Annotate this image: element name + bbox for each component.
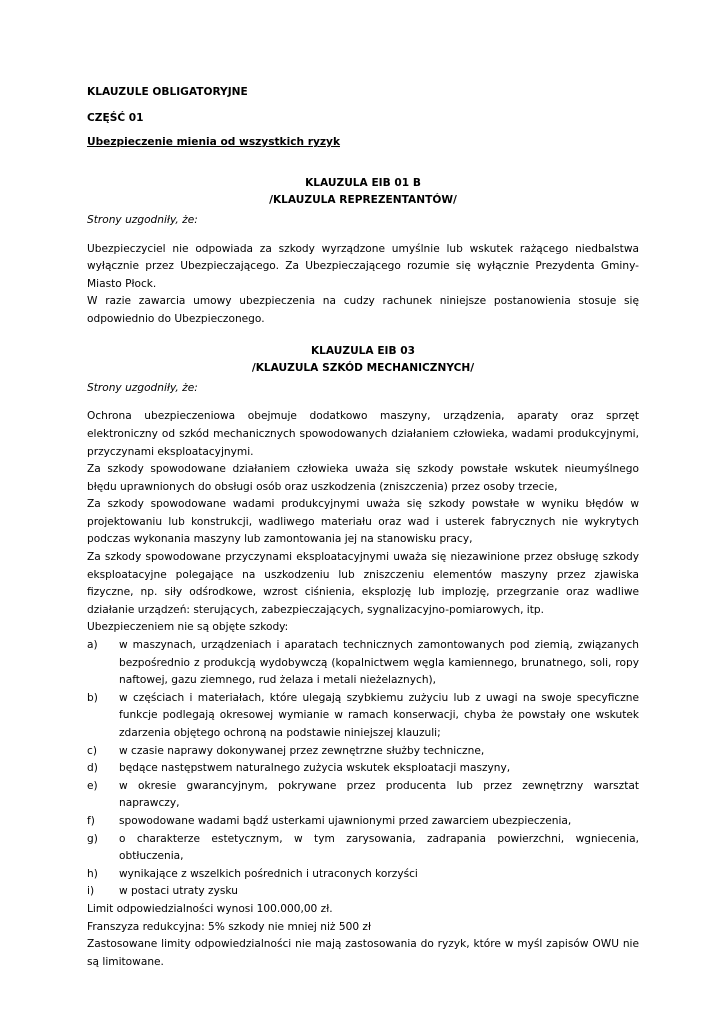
clause-intro: Strony uzgodniły, że: <box>87 381 198 394</box>
list-item-text: w maszynach, urządzeniach i aparatach technicznych zamontowanych pod ziemią, związanych bezpośrednio z produkcją wydobywczą (kopalnictwem węgla kamiennego, brunatnego, soli, ropy naftowej, gazu ziemnego, rud żelaza i metali nieżelaznych), <box>119 639 639 687</box>
document-page <box>87 84 639 971</box>
list-item <box>87 778 639 813</box>
exclusions-list <box>87 637 639 901</box>
franchise-text: Franszyza redukcyjna: 5% szkody nie mniej niż 500 zł <box>87 920 371 933</box>
paragraph: W razie zawarcia umowy ubezpieczenia na cudzy rachunek niniejsze postanowienia stosuje się odpowiednio do Ubezpieczonego. <box>87 295 639 325</box>
list-item-text: w czasie naprawy dokonywanej przez zewnętrzne służby techniczne, <box>119 744 485 757</box>
list-item-label: e) <box>87 779 98 792</box>
paragraph: Za szkody spowodowane przyczynami eksploatacyjnymi uważa się niezawinione przez obsługę szkody eksploatacyjne polegające na uszkodzeniu lub zniszczeniu elementów maszyny przez zjawiska fizyczne, np. siły odśrodkowe, wzrost ciśnienia, eksplozję lub implozję, przegrzanie oraz wadliwe działanie urządzeń: sterujących, zabezpieczających, sygnalizacyjno-pomiarowych, itp. <box>87 551 639 616</box>
list-item <box>87 813 639 831</box>
clause-subtitle: /KLAUZULA REPREZENTANTÓW/ <box>269 194 457 207</box>
section-heading: Ubezpieczenie mienia od wszystkich ryzyk <box>87 136 340 149</box>
list-item-text: w częściach i materiałach, które ulegają szybkiemu zużyciu lub z uwagi na swoje specyficzne funkcje podlegają okresowej wymianie w ramach konserwacji, chyba że powstały one wskutek zdarzenia objętego ochroną na podstawie niniejszej klauzuli; <box>119 691 639 739</box>
paragraph: Ochrona ubezpieczeniowa obejmuje dodatkowo maszyny, urządzenia, aparaty oraz sprzęt elektroniczny od szkód mechanicznych spowodowanych działaniem człowieka, wadami produkcyjnymi, przyczynami eksploatacyjnymi. <box>87 410 639 458</box>
clause-intro: Strony uzgodniły, że: <box>87 213 198 226</box>
part-heading: CZĘŚĆ 01 <box>87 111 144 124</box>
list-item <box>87 866 639 884</box>
list-item-label: a) <box>87 639 98 652</box>
clause-subtitle: /KLAUZULA SZKÓD MECHANICZNYCH/ <box>251 362 475 375</box>
list-item <box>87 690 639 743</box>
list-item-label: f) <box>87 814 95 827</box>
limit-text: Limit odpowiedzialności wynosi 100.000,00 zł. <box>87 902 333 915</box>
paragraph: Ubezpieczyciel nie odpowiada za szkody wyrządzone umyślnie lub wskutek rażącego niedbalstwa wyłącznie przez Ubezpieczającego. Za Ubezpieczającego rozumie się wyłącznie Prezydenta Gminy- Miasto Płock. <box>87 242 639 290</box>
list-item-label: c) <box>87 744 97 757</box>
list-item <box>87 883 639 901</box>
doc-heading: KLAUZULE OBLIGATORYJNE <box>87 86 248 98</box>
clause-title: KLAUZULA EIB 01 B <box>305 176 421 189</box>
list-item-label: g) <box>87 832 98 845</box>
list-item-label: i) <box>87 885 95 898</box>
final-paragraph: Zastosowane limity odpowiedzialności nie mają zastosowania do ryzyk, które w myśl zapisów OWU nie są limitowane. <box>87 938 639 968</box>
list-item-label: b) <box>87 691 98 704</box>
list-item <box>87 760 639 778</box>
list-item <box>87 637 639 690</box>
list-item <box>87 831 639 866</box>
paragraph: Za szkody spowodowane wadami produkcyjnymi uważa się szkody powstałe w wyniku błędów w projektowaniu lub konstrukcji, wadliwego materiału oraz wad i usterek fabrycznych nie wykrytych podczas wykonania maszyny lub zamontowania jej na stanowisku pracy, <box>87 498 639 546</box>
list-item-label: d) <box>87 762 98 775</box>
list-item-text: o charakterze estetycznym, w tym zarysowania, zadrapania powierzchni, wgniecenia, obtłuczenia, <box>119 832 639 863</box>
clause-title: KLAUZULA EIB 03 <box>310 344 416 357</box>
list-item-text: wynikające z wszelkich pośrednich i utraconych korzyści <box>119 867 418 880</box>
list-item-text: spowodowane wadami bądź usterkami ujawnionymi przed zawarciem ubezpieczenia, <box>119 814 572 827</box>
list-item-text: będące następstwem naturalnego zużycia wskutek eksploatacji maszyny, <box>119 762 511 775</box>
list-item-text: w postaci utraty zysku <box>119 885 238 898</box>
list-item-text: w okresie gwarancyjnym, pokrywane przez producenta lub przez zewnętrzny warsztat naprawczy, <box>119 779 639 810</box>
list-item-label: h) <box>87 867 98 880</box>
list-item <box>87 743 639 761</box>
paragraph: Ubezpieczeniem nie są objęte szkody: <box>87 621 289 634</box>
paragraph: Za szkody spowodowane działaniem człowieka uważa się szkody powstałe wskutek nieumyślnego błędu uprawnionych do obsługi osób oraz uszkodzenia (zniszczenia) przez osoby trzecie, <box>87 463 639 493</box>
